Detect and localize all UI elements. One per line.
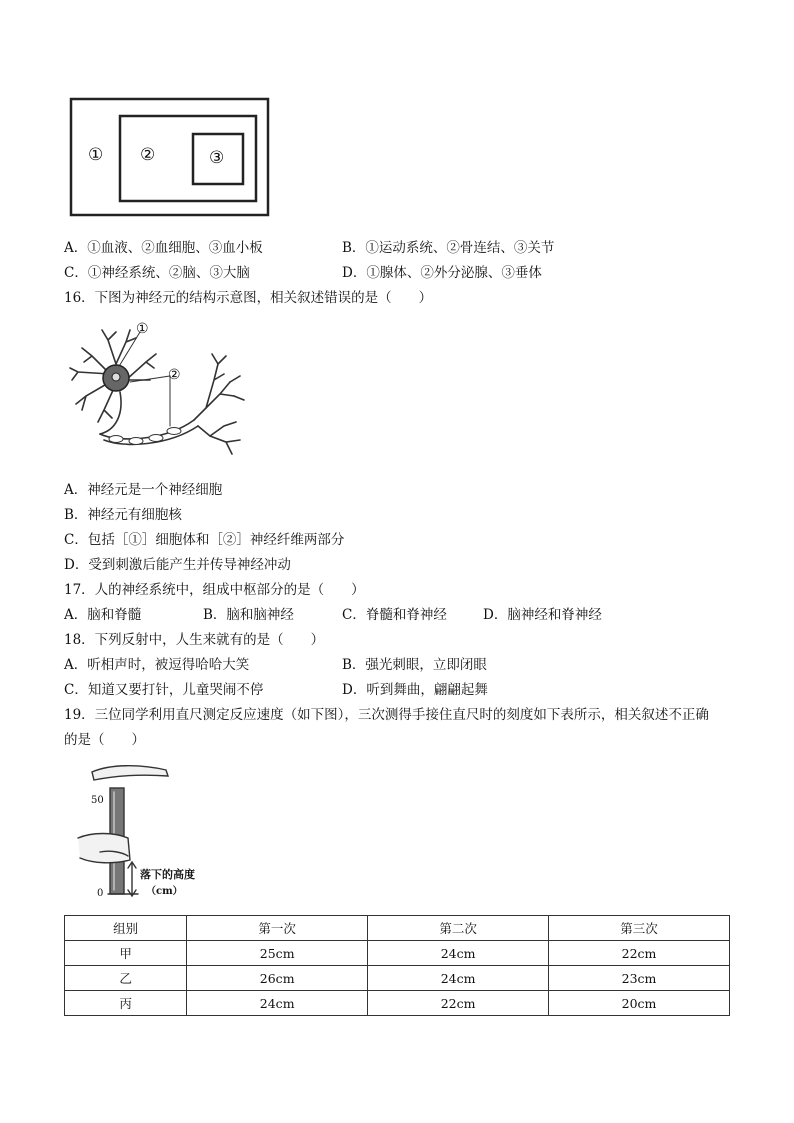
table-row: [65, 991, 730, 1016]
q19-stem-line1: 19．三位同学利用直尺测定反应速度（如下图），三次测得手接住直尺时的刻度如下表所示，相关叙述不正确: [64, 707, 709, 723]
table-cell: 丙: [65, 991, 187, 1016]
q15-option-d[interactable]: D．①腺体、②外分泌腺、③垂体: [342, 265, 542, 281]
q15-option-b[interactable]: B．①运动系统、②骨连结、③关节: [342, 240, 555, 256]
table-cell: 23cm: [549, 966, 730, 991]
figure-label-3: ③: [209, 148, 225, 168]
table-cell: 26cm: [187, 966, 368, 991]
q18-stem: 18．下列反射中，人生来就有的是（ ）: [64, 632, 325, 648]
q16-stem: 16．下图为神经元的结构示意图，相关叙述错误的是（ ）: [64, 290, 433, 306]
q17-option-b[interactable]: B．脑和脑神经: [203, 607, 294, 623]
q18-option-b[interactable]: B．强光刺眼，立即闭眼: [342, 657, 487, 673]
q17-option-d[interactable]: D．脑神经和脊神经: [483, 607, 602, 623]
table-cell: 24cm: [368, 966, 549, 991]
table-cell: 22cm: [368, 991, 549, 1016]
table-cell: 22cm: [549, 941, 730, 966]
q17-option-c[interactable]: C．脊髓和脊神经: [342, 607, 447, 623]
q16-option-a[interactable]: A．神经元是一个神经细胞: [64, 482, 223, 498]
q17-stem: 17．人的神经系统中，组成中枢部分的是（ ）: [64, 582, 365, 598]
ruler-drop-figure: [70, 760, 220, 905]
table-cell: 24cm: [187, 991, 368, 1016]
drop-height-unit: （cm）: [146, 886, 183, 897]
table-cell: 20cm: [549, 991, 730, 1016]
neuron-label-2: ②: [168, 367, 181, 383]
table-cell: 24cm: [368, 941, 549, 966]
table-header-row: [65, 916, 730, 941]
neuron-label-1: ①: [136, 321, 149, 337]
table-row: [65, 941, 730, 966]
table-cell: 25cm: [187, 941, 368, 966]
q18-option-a[interactable]: A．听相声时，被逗得哈哈大笑: [64, 657, 250, 673]
q17-option-a[interactable]: A．脑和脊髓: [64, 607, 142, 623]
q16-option-c[interactable]: C．包括［①］细胞体和［②］神经纤维两部分: [64, 532, 345, 548]
table-row: [65, 966, 730, 991]
table-cell: 乙: [65, 966, 187, 991]
q19-stem-line2: 的是（ ）: [64, 732, 145, 748]
drop-height-label: 落下的高度: [140, 868, 195, 881]
figure-label-1: ①: [88, 145, 104, 165]
q18-option-c[interactable]: C．知道又要打针，儿童哭闹不停: [64, 682, 264, 698]
table-header: 第三次: [549, 916, 730, 941]
ruler-mark-50: 50: [91, 795, 104, 806]
table-cell: 甲: [65, 941, 187, 966]
neuron-diagram: [64, 318, 250, 464]
figure-label-2: ②: [140, 145, 156, 165]
table-header: 第二次: [368, 916, 549, 941]
q18-option-d[interactable]: D．听到舞曲，翩翩起舞: [342, 682, 488, 698]
q16-option-b[interactable]: B．神经元有细胞核: [64, 507, 182, 523]
table-header: 组别: [65, 916, 187, 941]
q15-option-a[interactable]: A．①血液、②血细胞、③血小板: [64, 240, 263, 256]
reaction-results-table: [64, 915, 730, 1016]
q15-option-c[interactable]: C．①神经系统、②脑、③大脑: [64, 265, 250, 281]
table-header: 第一次: [187, 916, 368, 941]
ruler-mark-0: 0: [97, 888, 104, 899]
q16-option-d[interactable]: D．受到刺激后能产生并传导神经冲动: [64, 557, 291, 573]
